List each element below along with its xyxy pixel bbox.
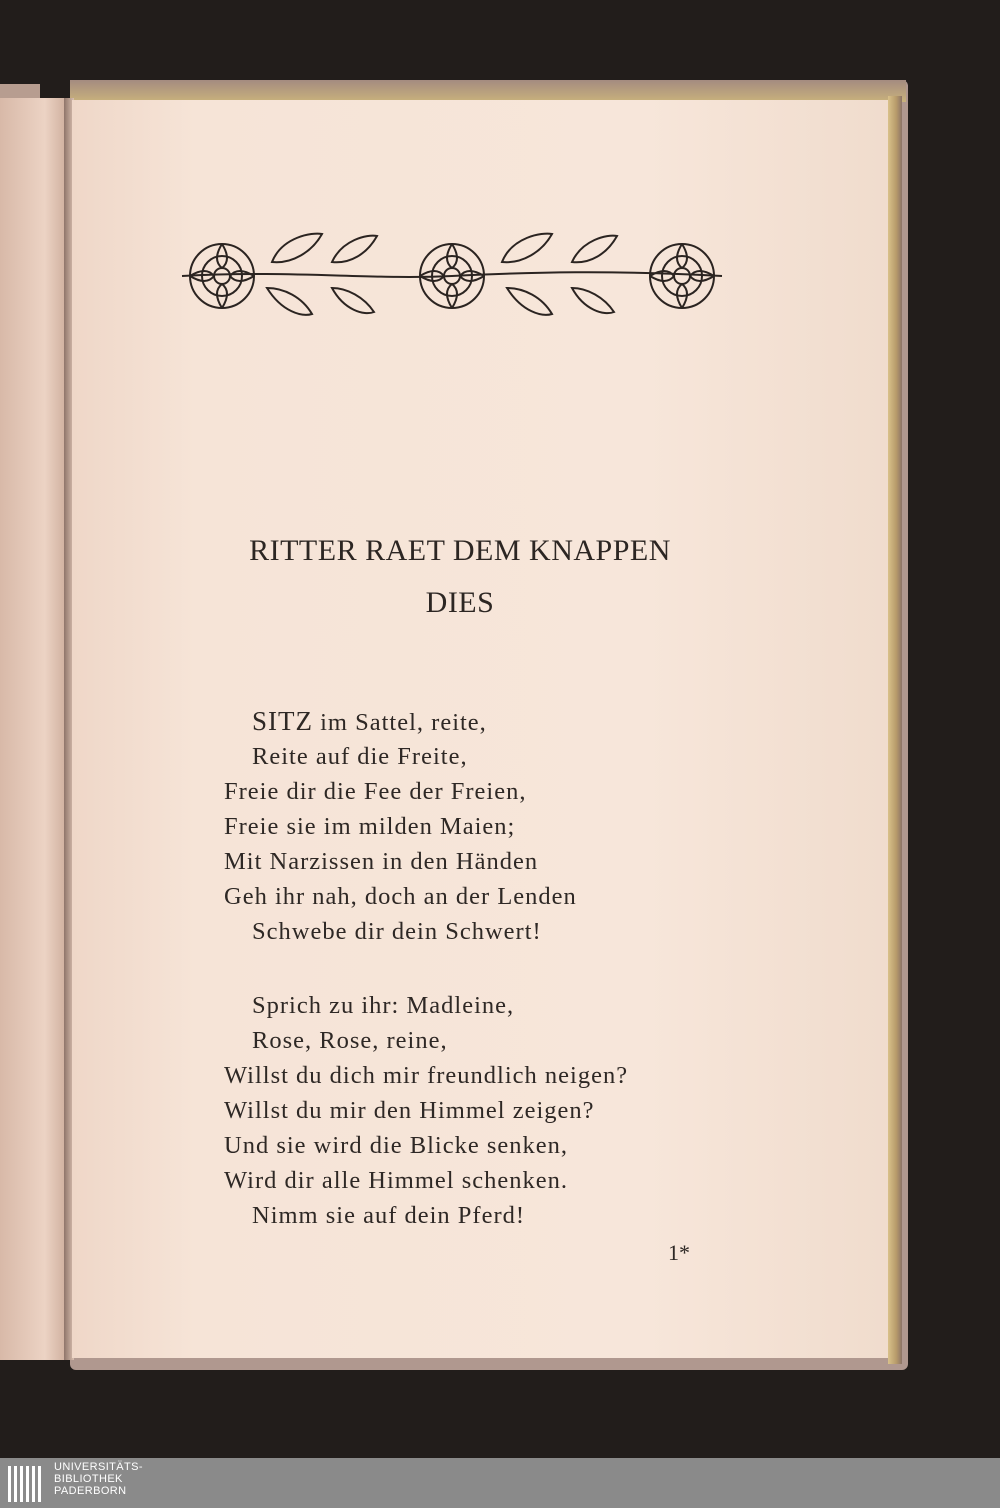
verse-line: Reite auf die Freite, [252,743,468,770]
book-cover-top-edge [70,80,906,102]
poem-title-line-1: RITTER RAET DEM KNAPPEN [249,534,671,567]
library-name-line-3: PADERBORN [54,1485,127,1497]
verse-line: Freie sie im milden Maien; [224,813,516,840]
verse-line: Freie dir die Fee der Freien, [224,778,527,805]
verse-line [224,704,744,739]
initial-capital-word: SITZ [252,706,313,736]
page-fore-edge [888,96,902,1364]
library-name-line-2: BIBLIOTHEK [54,1473,123,1485]
verse-line: Mit Narzissen in den Händen [224,848,539,875]
verse-text: im Sattel, reite, [313,709,487,736]
floral-vine-icon [172,222,732,330]
verse-line: Sprich zu ihr: Madleine, [252,992,515,1019]
stanza-2 [224,988,744,1233]
verse-line: Willst du dich mir freundlich neigen? [224,1062,629,1089]
poem-title-line-2: DIES [425,586,495,619]
verse-line: Geh ihr nah, doch an der Lenden [224,883,577,910]
library-name [54,1461,143,1497]
verse-line: Willst du mir den Himmel zeigen? [224,1097,595,1124]
library-logo-icon [4,1462,48,1506]
verse-line: Nimm sie auf dein Pferd! [252,1202,526,1229]
library-footer [0,1458,1000,1508]
verse-line: Wird dir alle Himmel schenken. [224,1167,569,1194]
left-page [0,98,64,1360]
verse-line: Schwebe dir dein Schwert! [252,918,542,945]
library-name-line-1: UNIVERSITÄTS- [54,1461,143,1473]
stanza-1 [224,704,744,949]
verse-line: Rose, Rose, reine, [252,1027,448,1054]
page-number: 1* [668,1240,690,1265]
verse-line: Und sie wird die Blicke senken, [224,1132,568,1159]
